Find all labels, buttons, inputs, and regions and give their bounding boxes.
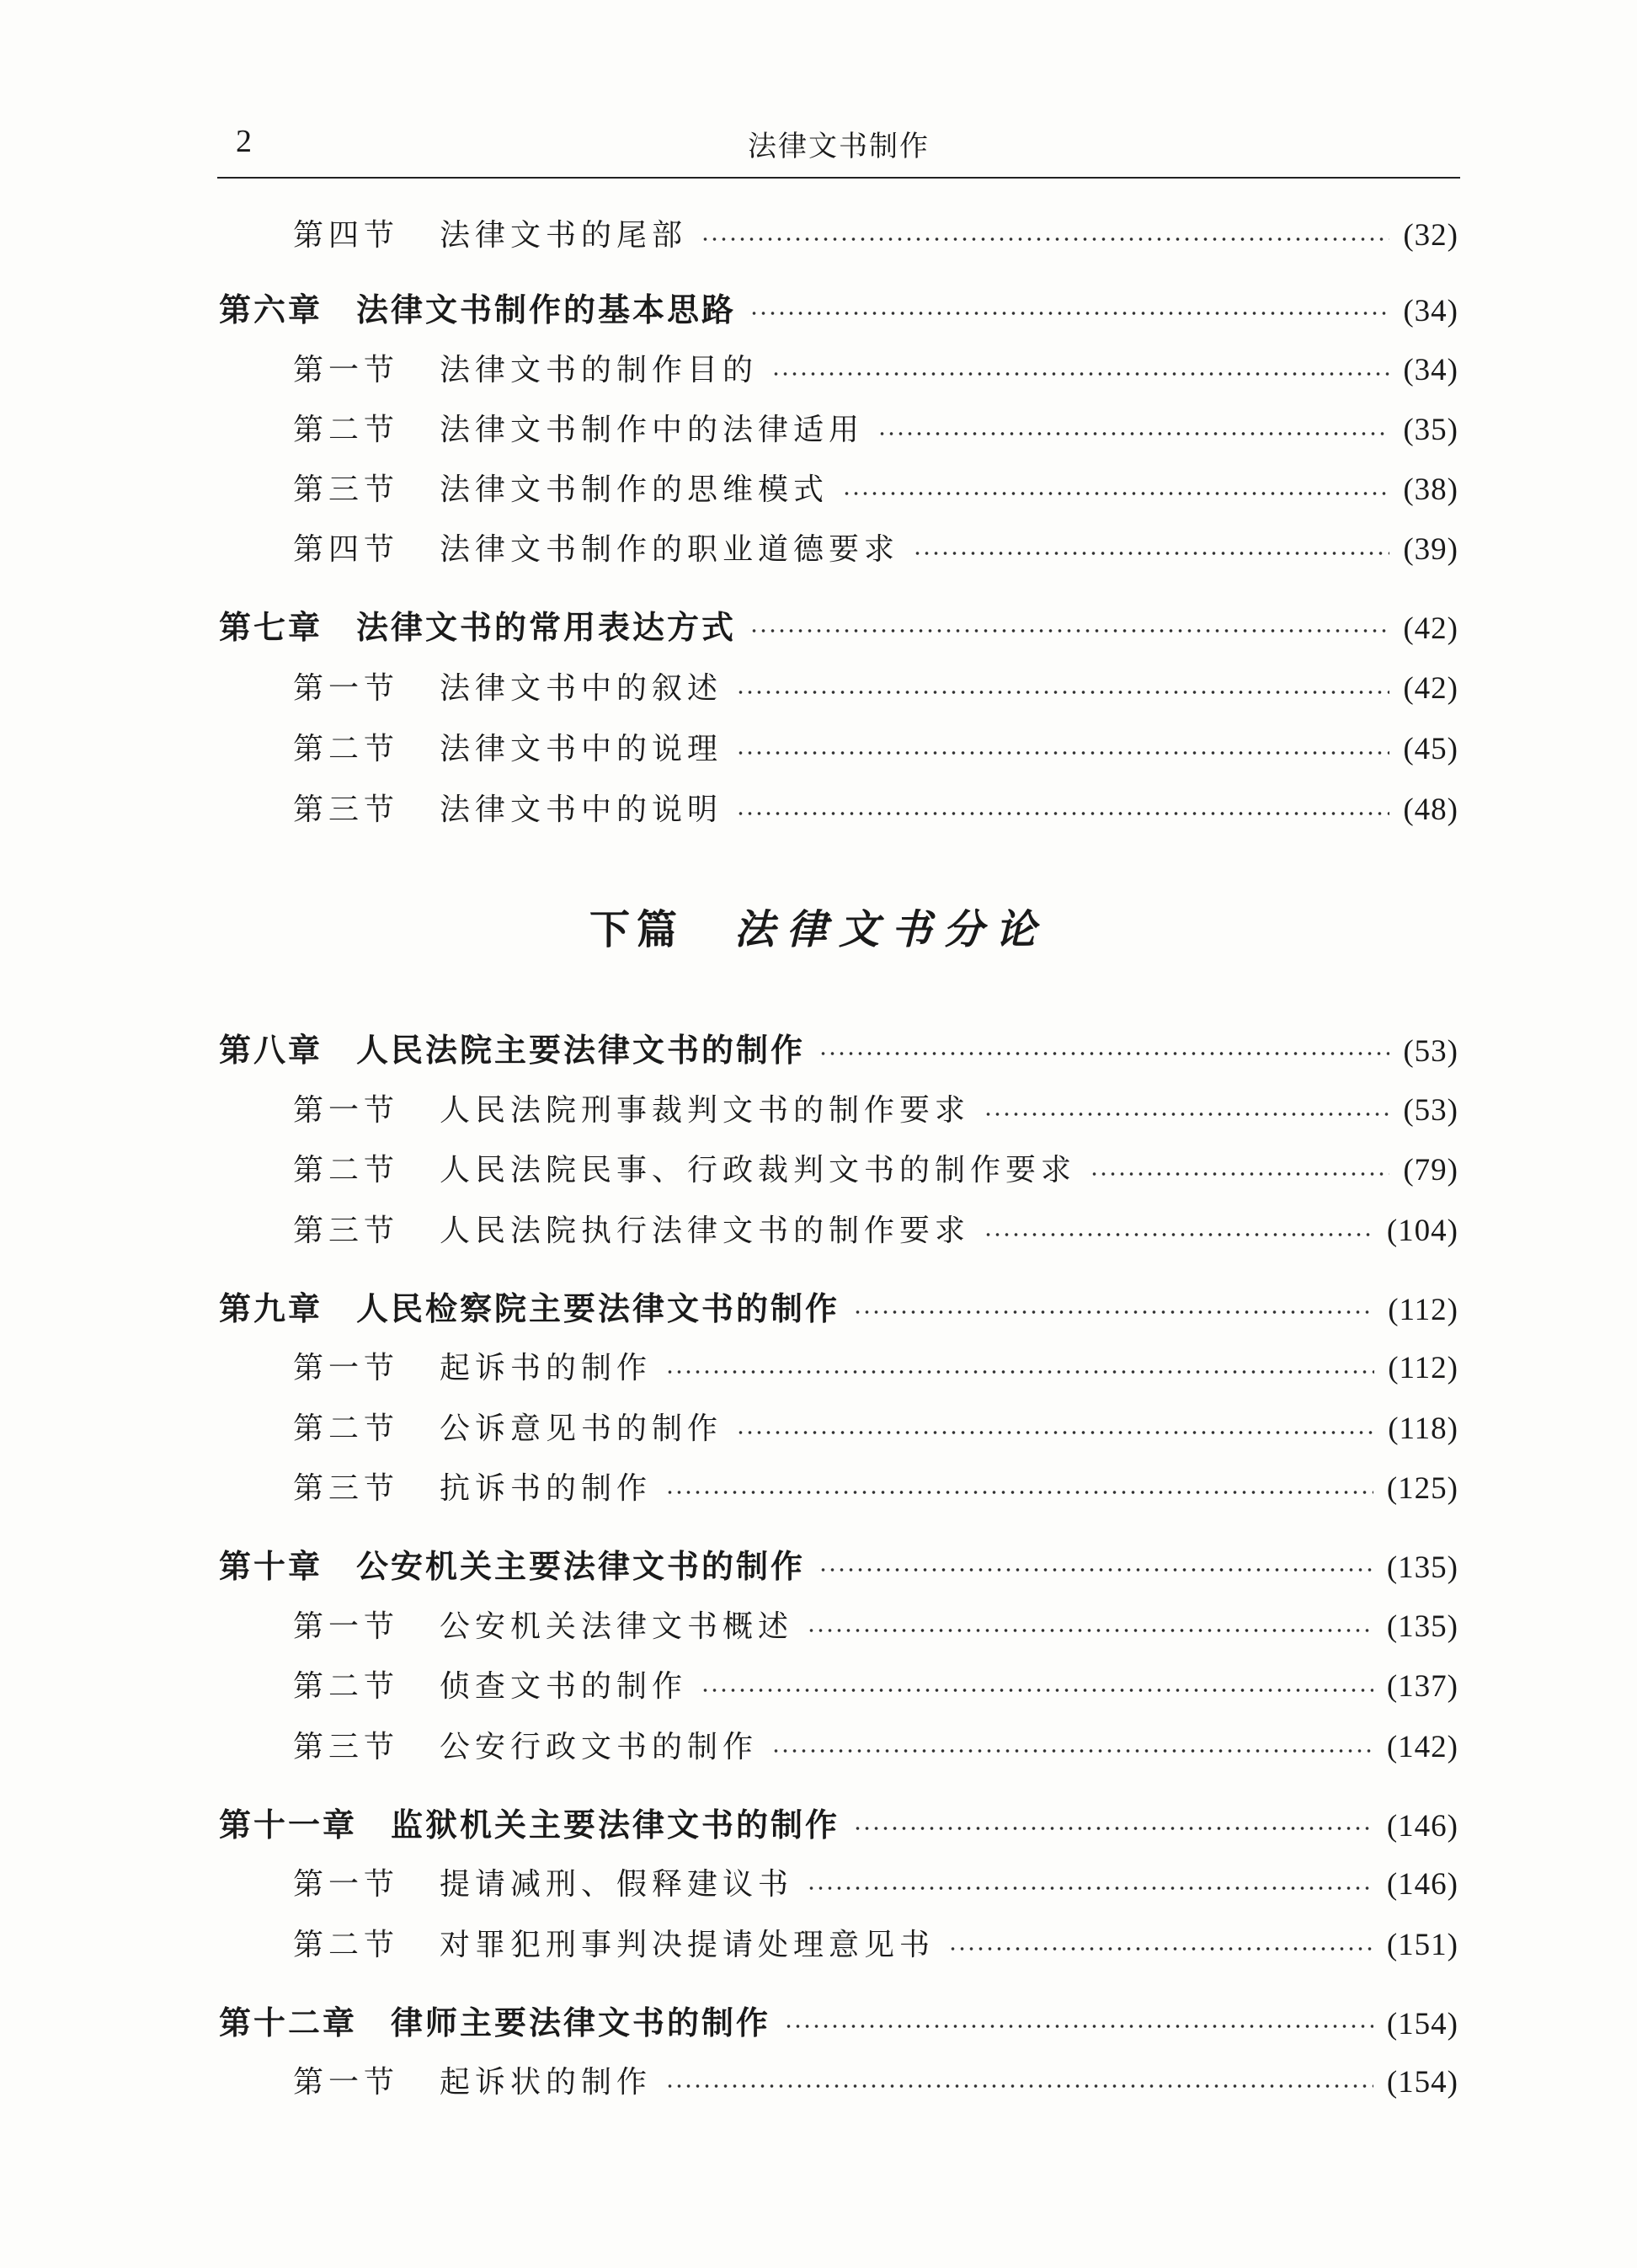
toc-section-row[interactable] — [293, 1722, 1458, 1773]
toc-chapter-row[interactable] — [219, 1025, 1458, 1075]
dot-leader — [701, 1689, 1373, 1692]
toc-page-ref: (137) — [1386, 1669, 1458, 1704]
toc-entry-title: 法律文书中的说明 — [440, 792, 723, 827]
toc-entry-number: 第一节 — [293, 1867, 400, 1902]
toc-entry-number: 第一节 — [293, 671, 400, 706]
toc-chapter-row[interactable] — [219, 1800, 1458, 1850]
dot-leader — [665, 1491, 1373, 1494]
toc-entry-number: 第七章 — [219, 609, 323, 646]
toc-page-ref: (39) — [1403, 532, 1458, 567]
toc-page-ref: (135) — [1386, 1550, 1458, 1585]
dot-leader — [948, 1947, 1373, 1950]
toc-section-row[interactable] — [293, 405, 1458, 456]
toc-chapter-row[interactable] — [219, 1283, 1458, 1334]
toc-entry-number: 第八章 — [219, 1032, 323, 1069]
dot-leader — [807, 1629, 1373, 1632]
toc-entry-title: 法律文书中的叙述 — [440, 671, 723, 706]
toc-entry-number: 第三节 — [293, 792, 400, 827]
dot-leader — [842, 492, 1389, 495]
toc-entry-title: 侦查文书的制作 — [440, 1669, 688, 1704]
dot-leader — [984, 1233, 1373, 1236]
toc-entry-number: 第二节 — [293, 1928, 400, 1962]
toc-entry-title: 公诉意见书的制作 — [440, 1411, 723, 1446]
toc-entry-number: 第十一章 — [219, 1806, 358, 1844]
dot-leader — [701, 237, 1389, 241]
toc-entry-title: 法律文书的尾部 — [440, 218, 688, 253]
dot-leader — [784, 2025, 1373, 2028]
toc-entry-title: 公安机关主要法律文书的制作 — [356, 1548, 806, 1585]
toc-entry-title: 抗诉书的制作 — [440, 1471, 653, 1506]
toc-section-row[interactable] — [293, 1602, 1458, 1652]
toc-entry-title: 人民法院民事、行政裁判文书的制作要求 — [440, 1153, 1077, 1187]
toc-page-ref: (34) — [1403, 294, 1458, 328]
toc-page-ref: (38) — [1403, 472, 1458, 507]
dot-leader — [771, 372, 1389, 376]
dot-leader — [665, 1370, 1374, 1374]
toc-entry-number: 第三节 — [293, 1730, 400, 1764]
part-label: 下篇 — [589, 906, 684, 953]
toc-page-ref: (42) — [1403, 671, 1458, 706]
toc-entry-title: 人民法院刑事裁判文书的制作要求 — [440, 1093, 971, 1128]
toc-entry-number: 第二节 — [293, 413, 400, 447]
dot-leader — [984, 1113, 1389, 1116]
toc-section-row[interactable] — [293, 465, 1458, 515]
toc-page-ref: (146) — [1386, 1809, 1458, 1844]
toc-section-row[interactable] — [293, 211, 1458, 261]
toc-entry-number: 第九章 — [219, 1290, 323, 1327]
toc-entry-number: 第二节 — [293, 1411, 400, 1446]
toc-entry-number: 第三节 — [293, 472, 400, 507]
toc-entry-title: 法律文书制作的基本思路 — [356, 291, 737, 328]
toc-section-row[interactable] — [293, 1464, 1458, 1514]
page-number: 2 — [236, 124, 252, 159]
toc-entry-title: 法律文书的常用表达方式 — [356, 609, 737, 646]
toc-entry-title: 人民法院执行法律文书的制作要求 — [440, 1214, 971, 1248]
toc-entry-title: 法律文书中的说理 — [440, 732, 723, 766]
toc-section-row[interactable] — [293, 525, 1458, 575]
toc-chapter-row[interactable] — [219, 1998, 1458, 2048]
dot-leader — [853, 1827, 1373, 1830]
toc-page-ref: (112) — [1388, 1351, 1458, 1385]
toc-entry-title: 公安机关法律文书概述 — [440, 1609, 794, 1644]
toc-section-row[interactable] — [293, 785, 1458, 835]
toc-page-ref: (32) — [1403, 218, 1458, 253]
toc-entry-title: 律师主要法律文书的制作 — [391, 2004, 771, 2041]
toc-section-row[interactable] — [293, 2057, 1458, 2108]
toc-section-row[interactable] — [293, 1145, 1458, 1196]
toc-page-ref: (48) — [1403, 792, 1458, 827]
toc-entry-number: 第二节 — [293, 732, 400, 766]
toc-entry-number: 第二节 — [293, 1669, 400, 1704]
toc-page-ref: (53) — [1403, 1034, 1458, 1069]
toc-entry-number: 第一节 — [293, 2065, 400, 2100]
toc-entry-title: 法律文书的制作目的 — [440, 353, 759, 387]
part-heading — [0, 897, 1637, 955]
toc-page-ref: (112) — [1388, 1293, 1458, 1327]
toc-section-row[interactable] — [293, 1404, 1458, 1454]
dot-leader — [749, 312, 1389, 315]
toc-entry-title: 对罪犯刑事判决提请处理意见书 — [440, 1928, 936, 1962]
toc-entry-number: 第六章 — [219, 291, 323, 328]
toc-page-ref: (35) — [1403, 413, 1458, 447]
dot-leader — [749, 629, 1389, 632]
toc-page-ref: (34) — [1403, 353, 1458, 387]
toc-chapter-row[interactable] — [219, 602, 1458, 653]
toc-entry-number: 第一节 — [293, 1609, 400, 1644]
toc-entry-title: 法律文书制作中的法律适用 — [440, 413, 865, 447]
toc-entry-number: 第三节 — [293, 1214, 400, 1248]
toc-entry-number: 第四节 — [293, 218, 400, 253]
toc-entry-number: 第二节 — [293, 1153, 400, 1187]
toc-entry-title: 人民检察院主要法律文书的制作 — [356, 1290, 840, 1327]
toc-section-row[interactable] — [293, 664, 1458, 714]
toc-page-ref: (104) — [1386, 1214, 1458, 1248]
toc-page-ref: (79) — [1403, 1153, 1458, 1187]
toc-page-ref: (135) — [1386, 1609, 1458, 1644]
dot-leader — [913, 552, 1389, 555]
toc-page-ref: (118) — [1388, 1411, 1458, 1446]
page-header — [217, 118, 1460, 179]
dot-leader — [818, 1568, 1373, 1572]
dot-leader — [736, 751, 1389, 755]
toc-page-ref: (154) — [1386, 2007, 1458, 2041]
toc-entry-title: 起诉状的制作 — [440, 2065, 653, 2100]
toc-section-row[interactable] — [293, 1086, 1458, 1136]
toc-entry-title: 法律文书制作的职业道德要求 — [440, 532, 900, 567]
toc-entry-title: 监狱机关主要法律文书的制作 — [391, 1806, 840, 1844]
dot-leader — [1090, 1172, 1389, 1176]
toc-entry-number: 第一节 — [293, 1093, 400, 1128]
dot-leader — [818, 1052, 1389, 1055]
toc-page-ref: (53) — [1403, 1093, 1458, 1128]
toc-entry-title: 起诉书的制作 — [440, 1351, 653, 1385]
toc-section-row[interactable] — [293, 1662, 1458, 1712]
toc-page-ref: (146) — [1386, 1867, 1458, 1902]
toc-entry-number: 第十章 — [219, 1548, 323, 1585]
toc-chapter-row[interactable] — [219, 285, 1458, 335]
dot-leader — [736, 691, 1389, 694]
toc-entry-number: 第一节 — [293, 353, 400, 387]
toc-entry-title: 人民法院主要法律文书的制作 — [356, 1032, 806, 1069]
dot-leader — [807, 1886, 1373, 1890]
toc-entry-title: 法律文书制作的思维模式 — [440, 472, 829, 507]
toc-section-row[interactable] — [293, 1343, 1458, 1394]
toc-section-row[interactable] — [293, 1206, 1458, 1257]
toc-section-row[interactable] — [293, 345, 1458, 396]
running-title: 法律文书制作 — [748, 130, 930, 163]
toc-page-ref: (125) — [1386, 1471, 1458, 1506]
dot-leader — [877, 432, 1389, 435]
toc-entry-number: 第四节 — [293, 532, 400, 567]
dot-leader — [853, 1310, 1374, 1314]
toc-entry-title: 公安行政文书的制作 — [440, 1730, 759, 1764]
toc-entry-title: 提请减刑、假释建议书 — [440, 1867, 794, 1902]
part-title: 法律文书分论 — [734, 906, 1048, 953]
toc-page-ref: (45) — [1403, 732, 1458, 766]
toc-page-ref: (151) — [1386, 1928, 1458, 1962]
toc-page-ref: (42) — [1403, 611, 1458, 646]
toc-section-row[interactable] — [293, 1860, 1458, 1910]
toc-entry-number: 第三节 — [293, 1471, 400, 1506]
toc-entry-number: 第十二章 — [219, 2004, 358, 2041]
toc-page-ref: (142) — [1386, 1730, 1458, 1764]
toc-chapter-row[interactable] — [219, 1541, 1458, 1592]
toc-page-ref: (154) — [1386, 2065, 1458, 2100]
dot-leader — [736, 1431, 1374, 1434]
toc-section-row[interactable] — [293, 724, 1458, 775]
dot-leader — [771, 1749, 1373, 1753]
dot-leader — [736, 812, 1389, 815]
toc-entry-number: 第一节 — [293, 1351, 400, 1385]
toc-section-row[interactable] — [293, 1920, 1458, 1971]
dot-leader — [665, 2084, 1373, 2088]
